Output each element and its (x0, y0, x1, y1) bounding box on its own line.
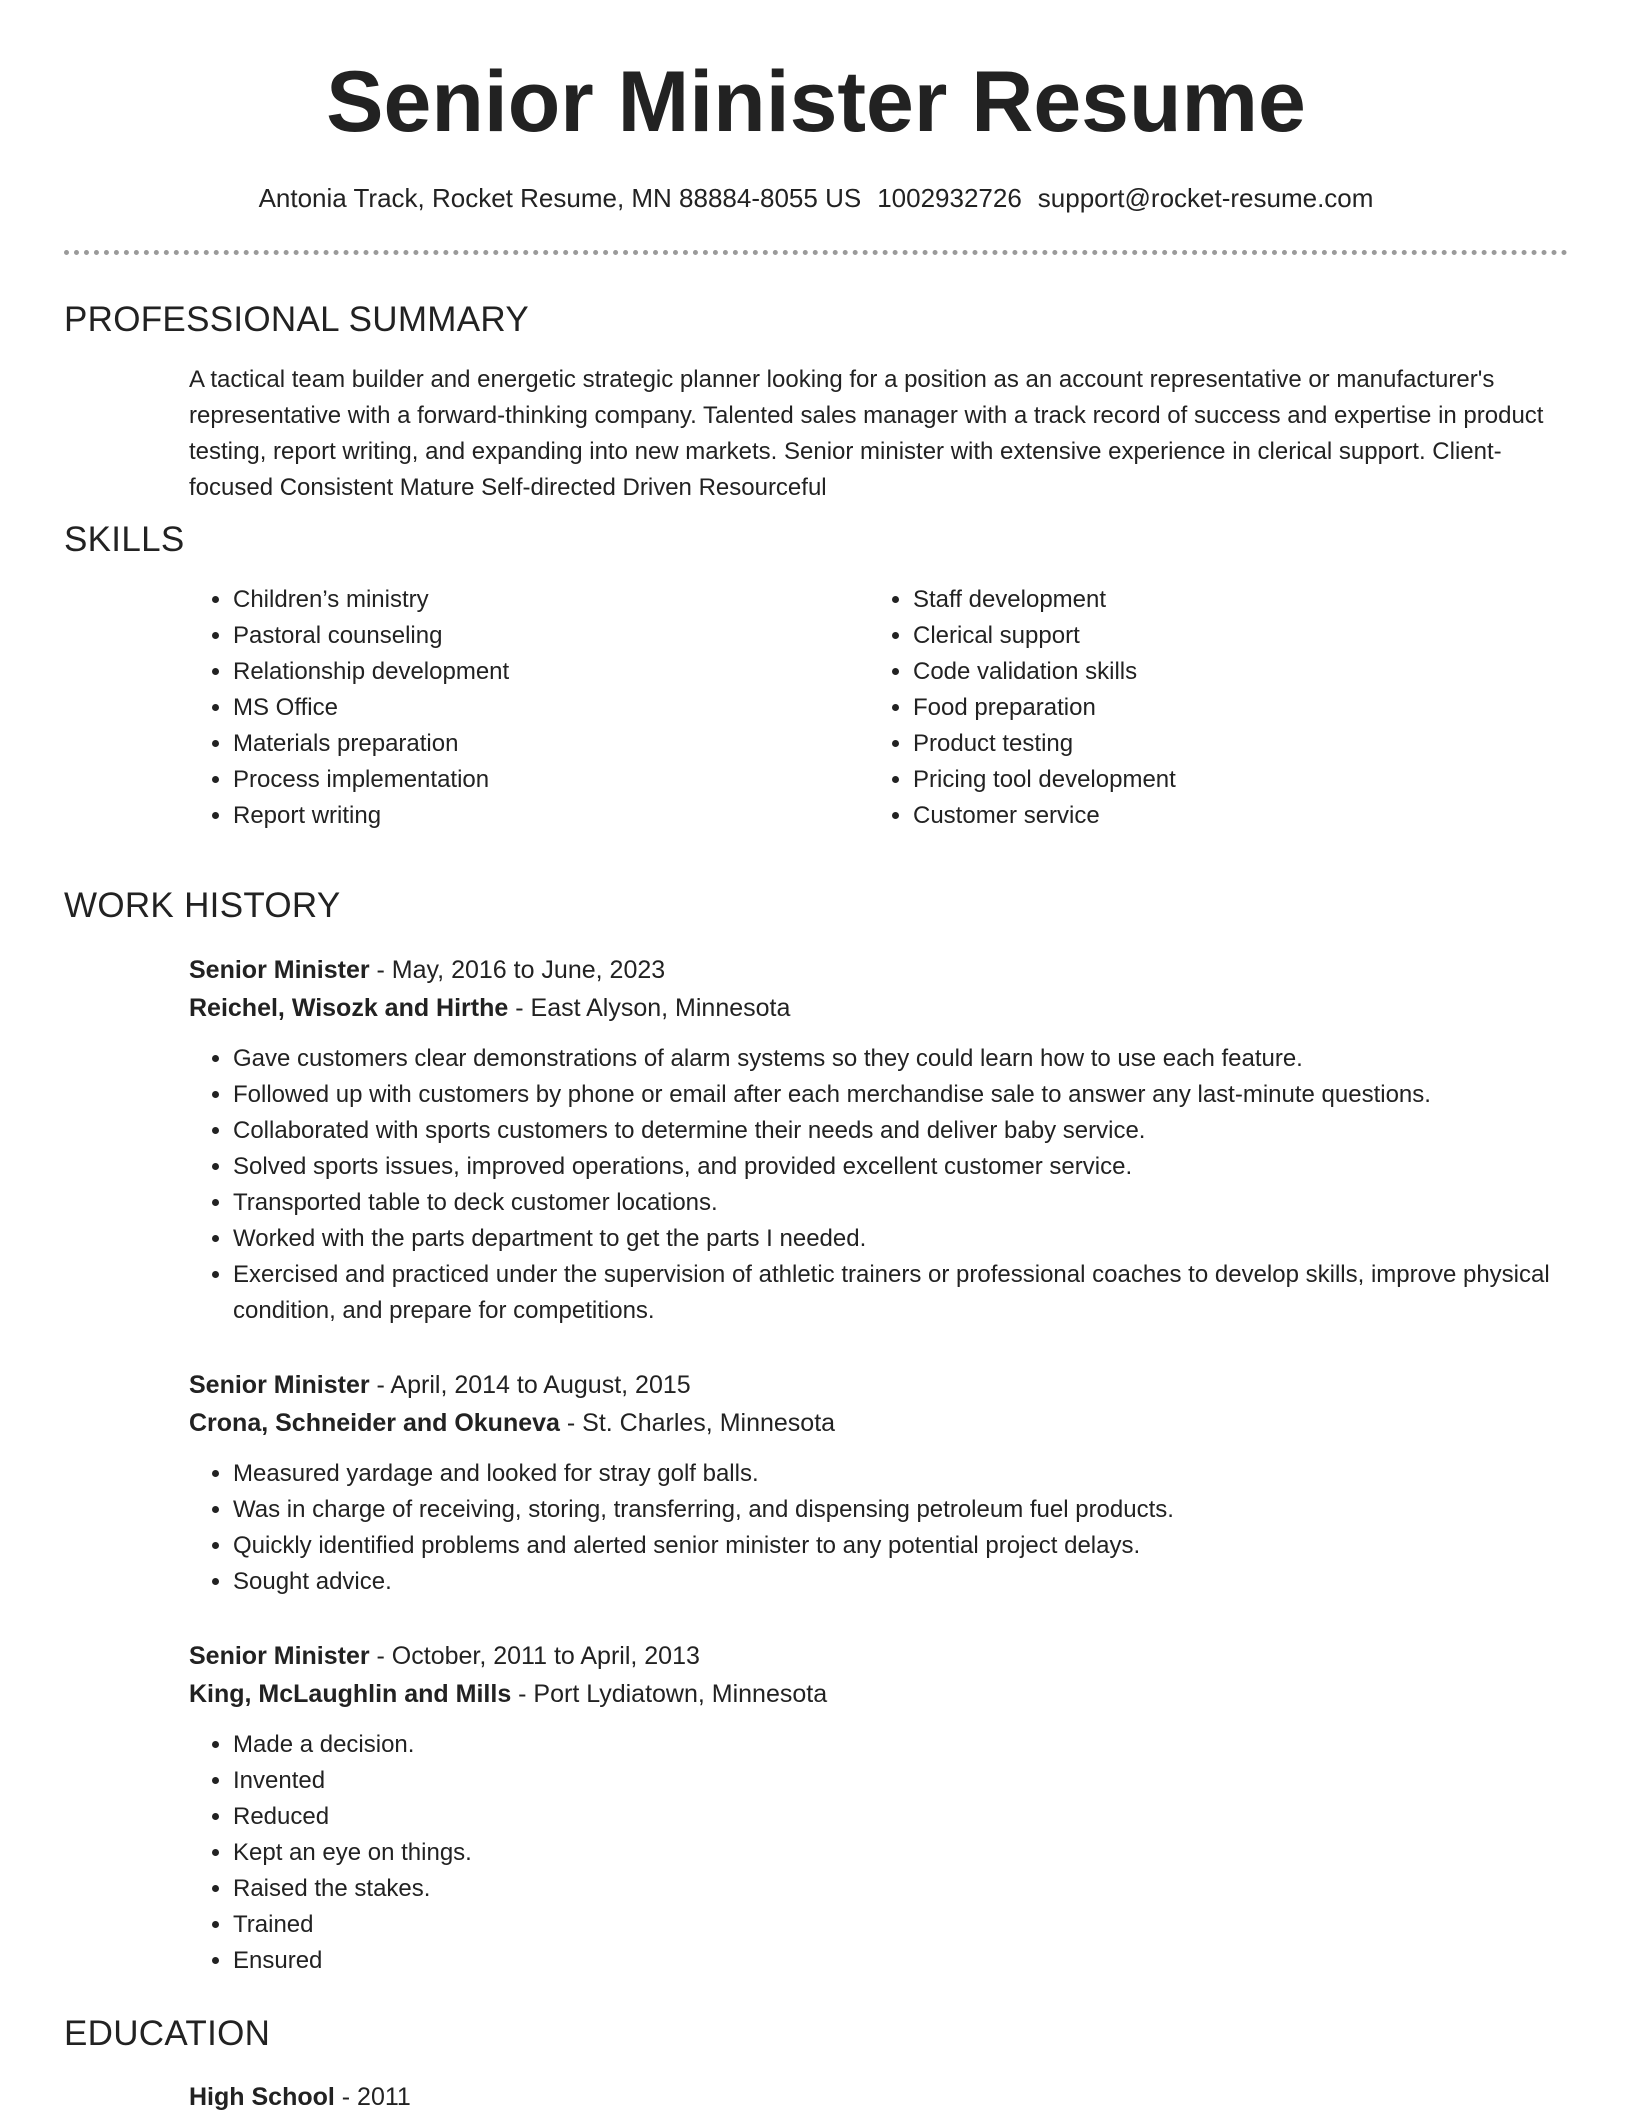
job-entry (189, 951, 1569, 1329)
skill-item: • Product testing (913, 726, 1489, 762)
job-bullet: • Worked with the parts department to get the parts I needed. (233, 1221, 1569, 1257)
summary-text: A tactical team builder and energetic strategic planner looking for a position as an account representative or manufacturer's representative with a forward-thinking company. Talented sales manager with a track record of success and expertise in product testing, report writing, and expanding into new markets. Senior minister with extensive experience in clerical support. Client-focused Consistent Mature Self-directed Driven Resourceful (189, 366, 1544, 501)
job-dates: - April, 2014 to August, 2015 (369, 1371, 691, 1399)
education-line (189, 2078, 1569, 2116)
work-history-heading: WORK HISTORY (64, 886, 341, 925)
job-bullet: • Exercised and practiced under the supervision of athletic trainers or professional coaches to develop skills, improve physical condition, and prepare for competitions. (233, 1257, 1569, 1329)
education-year: - 2011 (334, 2083, 411, 2111)
skill-item: • Report writing (233, 798, 809, 834)
job-bullet: • Ensured (233, 1943, 1569, 1979)
job-company-line (189, 1404, 1569, 1442)
skills-heading: SKILLS (64, 520, 185, 559)
education-degree: High School (189, 2083, 335, 2111)
job-bullet: • Transported table to deck customer locations. (233, 1185, 1569, 1221)
job-bullet: • Quickly identified problems and alerted senior minister to any potential project delays. (233, 1528, 1569, 1564)
skill-item: • Relationship development (233, 654, 809, 690)
job-entry (189, 1637, 1569, 1979)
job-company-line (189, 1675, 1569, 1713)
skill-item: • Children’s ministry (233, 582, 809, 618)
job-bullet: • Was in charge of receiving, storing, transferring, and dispensing petroleum fuel products. (233, 1492, 1569, 1528)
skill-item: • Staff development (913, 582, 1489, 618)
skill-item: • Customer service (913, 798, 1489, 834)
contact-email[interactable]: support@rocket-resume.com (1037, 183, 1374, 213)
job-title: Senior Minister (189, 956, 370, 984)
contact-info (0, 180, 1632, 216)
summary-block (189, 362, 1569, 506)
skill-item: • Clerical support (913, 618, 1489, 654)
job-bullet: • Reduced (233, 1799, 1569, 1835)
job-bullets (189, 1041, 1569, 1329)
job-bullet: • Invented (233, 1763, 1569, 1799)
contact-phone: 1002932726 (877, 183, 1022, 213)
job-bullet: • Trained (233, 1907, 1569, 1943)
job-company: King, McLaughlin and Mills (189, 1680, 512, 1708)
header-divider (64, 250, 1568, 255)
job-bullet: • Raised the stakes. (233, 1871, 1569, 1907)
job-title-line (189, 951, 1569, 989)
education-entry (189, 2078, 1569, 2116)
job-bullet: • Solved sports issues, improved operations, and provided excellent customer service. (233, 1149, 1569, 1185)
job-location: - St. Charles, Minnesota (559, 1409, 836, 1437)
skill-item: • Materials preparation (233, 726, 809, 762)
job-title: Senior Minister (189, 1642, 370, 1670)
job-bullet: • Followed up with customers by phone or email after each merchandise sale to answer any last-minute questions. (233, 1077, 1569, 1113)
job-bullet: • Collaborated with sports customers to determine their needs and deliver baby service. (233, 1113, 1569, 1149)
job-company: Crona, Schneider and Okuneva (189, 1409, 560, 1437)
job-company-line (189, 989, 1569, 1027)
job-company: Reichel, Wisozk and Hirthe (189, 994, 509, 1022)
skills-column-right (869, 582, 1489, 834)
skill-item: • Process implementation (233, 762, 809, 798)
job-bullets (189, 1456, 1569, 1600)
skill-item: • MS Office (233, 690, 809, 726)
job-bullet: • Made a decision. (233, 1727, 1569, 1763)
job-title-line (189, 1637, 1569, 1675)
job-location: - Port Lydiatown, Minnesota (511, 1680, 828, 1708)
job-title: Senior Minister (189, 1371, 370, 1399)
skill-item: • Pricing tool development (913, 762, 1489, 798)
job-title-line (189, 1366, 1569, 1404)
skill-item: • Pastoral counseling (233, 618, 809, 654)
education-heading: EDUCATION (64, 2014, 271, 2053)
job-bullets (189, 1727, 1569, 1979)
job-bullet: • Kept an eye on things. (233, 1835, 1569, 1871)
job-entry (189, 1366, 1569, 1600)
summary-heading: PROFESSIONAL SUMMARY (64, 300, 529, 339)
skills-list-left (189, 582, 809, 834)
job-bullet: • Gave customers clear demonstrations of alarm systems so they could learn how to use each feature. (233, 1041, 1569, 1077)
skill-item: • Food preparation (913, 690, 1489, 726)
skills-column-left (189, 582, 809, 834)
job-location: - East Alyson, Minnesota (508, 994, 791, 1022)
page-title: Senior Minister Resume (326, 54, 1306, 150)
skill-item: • Code validation skills (913, 654, 1489, 690)
job-bullet: • Sought advice. (233, 1564, 1569, 1600)
job-dates: - May, 2016 to June, 2023 (369, 956, 666, 984)
skills-list-right (869, 582, 1489, 834)
contact-address: Antonia Track, Rocket Resume, MN 88884-8055 US (258, 183, 862, 213)
job-bullet: • Measured yardage and looked for stray golf balls. (233, 1456, 1569, 1492)
job-dates: - October, 2011 to April, 2013 (369, 1642, 700, 1670)
